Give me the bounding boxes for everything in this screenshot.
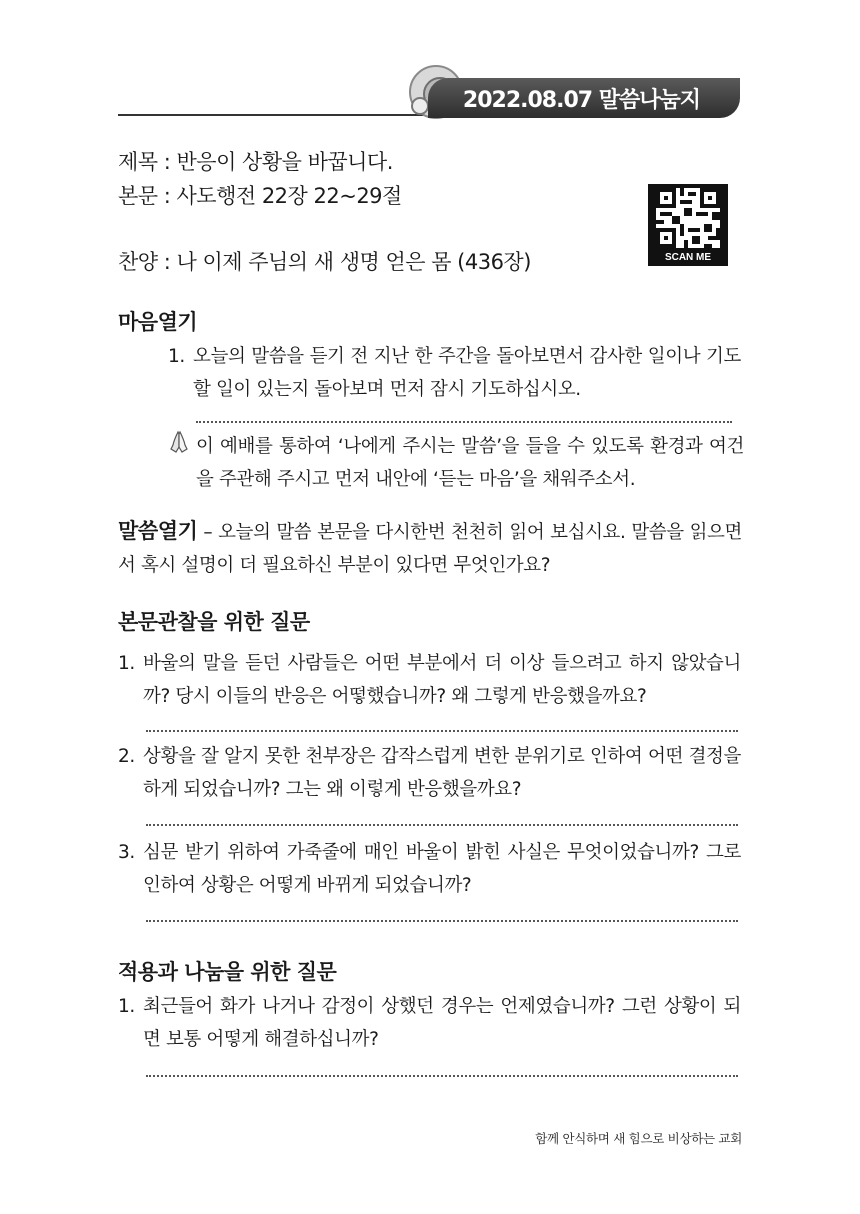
- qr-pattern-icon: [656, 188, 720, 248]
- hymn-line: 찬양 : 나 이제 주님의 새 생명 얻은 몸 (436장): [118, 250, 531, 274]
- answer-line: [196, 421, 732, 423]
- question-text: 상황을 잘 알지 못한 천부장은 갑작스럽게 변한 분위기로 인하여 어떤 결정을 하게 되었습니까? 그는 왜 이렇게 반응했을까요?: [143, 746, 741, 800]
- church-slogan: 함께 안식하며 새 힘으로 비상하는 교회: [535, 1131, 742, 1146]
- observation-heading: 본문관찰을 위한 질문: [118, 610, 310, 634]
- question-text: 바울의 말을 듣던 사람들은 어떤 부분에서 더 이상 들으려고 하지 않았습니까? 당시 이들의 반응은 어떻했습니까? 왜 그렇게 반응했을까요?: [143, 653, 741, 707]
- application-heading: 적용과 나눔을 위한 질문: [118, 960, 337, 984]
- praying-hands-icon: [168, 430, 190, 454]
- item-text: 오늘의 말씀을 듣기 전 지난 한 주간을 돌아보면서 감사한 일이나 기도할 일이 있는지 돌아보며 먼저 잠시 기도하십시오.: [193, 346, 741, 400]
- open-word-heading: 말씀열기: [118, 519, 198, 543]
- date-title: 2022.08.07 말씀나눔지: [462, 87, 700, 113]
- date-title-banner: [428, 78, 740, 118]
- scripture-text: 본문 : 사도행전 22장 22~29절: [118, 184, 402, 208]
- question-number: 1.: [118, 996, 135, 1017]
- open-heart-heading: 마음열기: [118, 310, 198, 334]
- question-text: 최근들어 화가 나거나 감정이 상했던 경우는 언제였습니까? 그런 상황이 되면 보통 어떻게 해결하십니까?: [143, 996, 741, 1050]
- question-number: 3.: [118, 842, 135, 863]
- sermon-title: 제목 : 반응이 상황을 바꿉니다.: [118, 150, 393, 174]
- question-number: 2.: [118, 746, 135, 767]
- answer-line: [146, 920, 738, 922]
- answer-line: [146, 824, 738, 826]
- qr-label: SCAN ME: [664, 252, 712, 263]
- header-rule: [118, 114, 438, 116]
- item-number: 1.: [168, 346, 185, 367]
- open-word-text: – 오늘의 말씀 본문을 다시한번 천천히 읽어 보십시요. 말씀을 읽으면서 혹시 설명이 더 필요하신 부분이 있다면 무엇인가요?: [118, 522, 742, 576]
- question-text: 심문 받기 위하여 가죽줄에 매인 바울이 밝힌 사실은 무엇이었습니까? 그로 인하여 상황은 어떻게 바뀌게 되었습니까?: [143, 842, 741, 896]
- prayer-text: 이 예배를 통하여 ‘나에게 주시는 말씀’을 들을 수 있도록 환경과 여건을 주관해 주시고 먼저 내안에 ‘듣는 마음’을 채워주소서.: [196, 436, 744, 490]
- qr-code[interactable]: [648, 184, 728, 266]
- open-word-section: [118, 515, 742, 582]
- answer-line: [146, 730, 738, 732]
- answer-line: [146, 1075, 738, 1077]
- question-number: 1.: [118, 653, 135, 674]
